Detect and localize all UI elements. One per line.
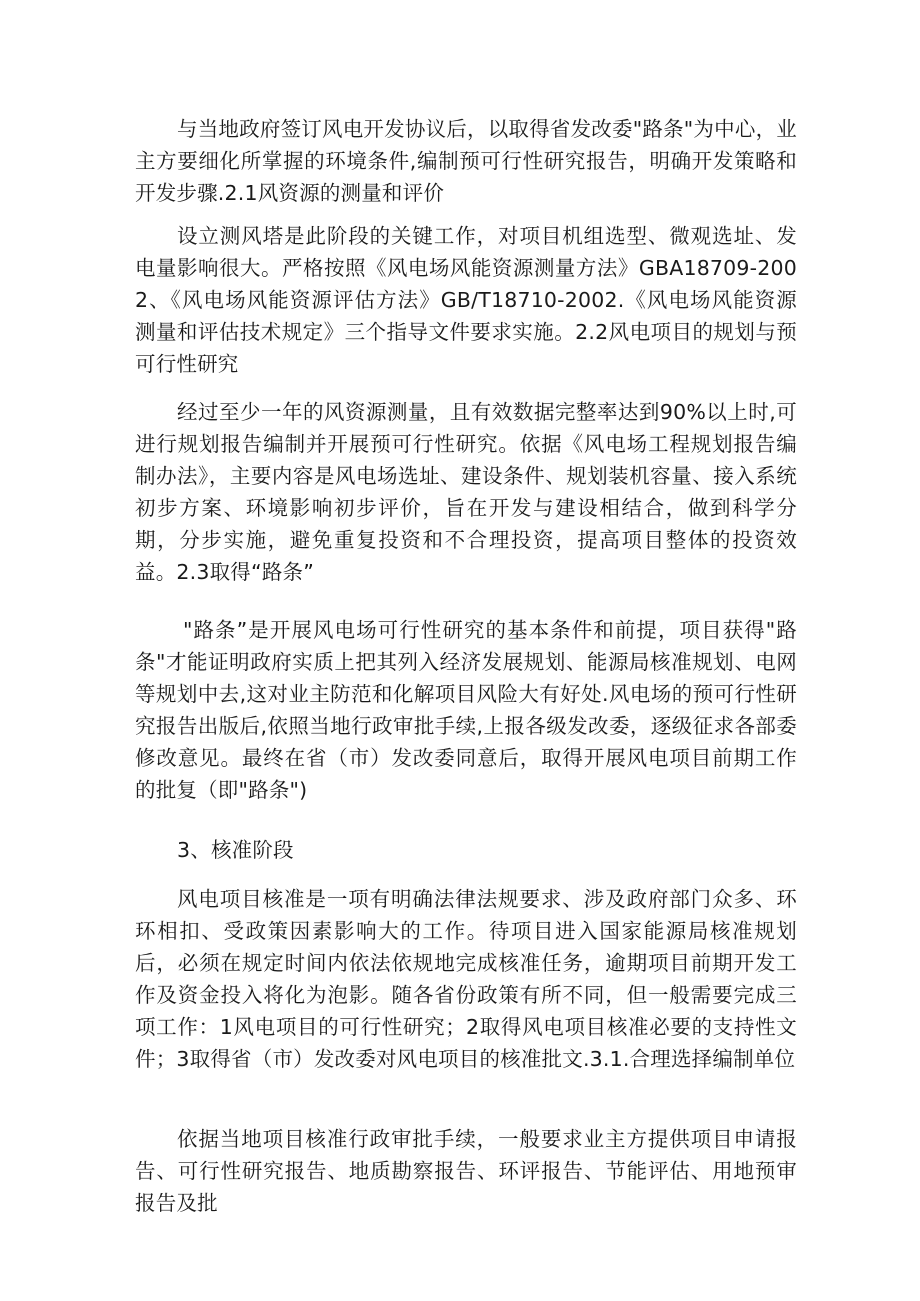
paragraph: "路条”是开展风电场可行性研究的基本条件和前提，项目获得"路条"才能证明政府实质上把其列入经济发展规划、能源局核准规划、电网等规划中去,这对业主防范和化解项目风险大有好处.风电场的预可行性研究报告出版后,依照当地行政审批手续,上报各级发改委，逐级征求各部委修改意见。最终在省（市）发改委同意后，取得开展风电项目前期工作的批复（即"路条") <box>135 618 797 802</box>
paragraph: 风电项目核准是一项有明确法律法规要求、涉及政府部门众多、环环相扣、受政策因素影响大的工作。待项目进入国家能源局核准规划后，必须在规定时间内依法依规地完成核准任务，逾期项目前期开发工作及资金投入将化为泡影。随各省份政策有所不同，但一般需要完成三项工作：1风电项目的可行性研究；2取得风电项目核准必要的支持性文件；3取得省（市）发改委对风电项目的核准批文.3.1.合理选择编制单位 <box>135 887 797 1071</box>
paragraph: 与当地政府签订风电开发协议后，以取得省发改委"路条"为中心，业主方要细化所掌握的环境条件,编制预可行性研究报告，明确开发策略和开发步骤.2.1风资源的测量和评价 <box>135 117 797 205</box>
paragraph: 依据当地项目核准行政审批手续，一般要求业主方提供项目申请报告、可行性研究报告、地质勘察报告、环评报告、节能评估、用地预审报告及批 <box>135 1127 797 1215</box>
paragraph: 设立测风塔是此阶段的关键工作，对项目机组选型、微观选址、发电量影响很大。严格按照《风电场风能资源测量方法》GBA18709-2002、《风电场风能资源评估方法》GB/T18710-2002.《风电场风能资源测量和评估技术规定》三个指导文件要求实施。2.2风电项目的规划与预可行性研究 <box>135 224 797 376</box>
section-heading: 3、核准阶段 <box>177 838 294 862</box>
paragraph: 经过至少一年的风资源测量，且有效数据完整率达到90%以上时,可进行规划报告编制并开展预可行性研究。依据《风电场工程规划报告编制办法》，主要内容是风电场选址、建设条件、规划装机容量、接入系统初步方案、环境影响初步评价，旨在开发与建设相结合，做到科学分期，分步实施，避免重复投资和不合理投资，提高项目整体的投资效益。2.3取得“路条” <box>135 400 797 584</box>
